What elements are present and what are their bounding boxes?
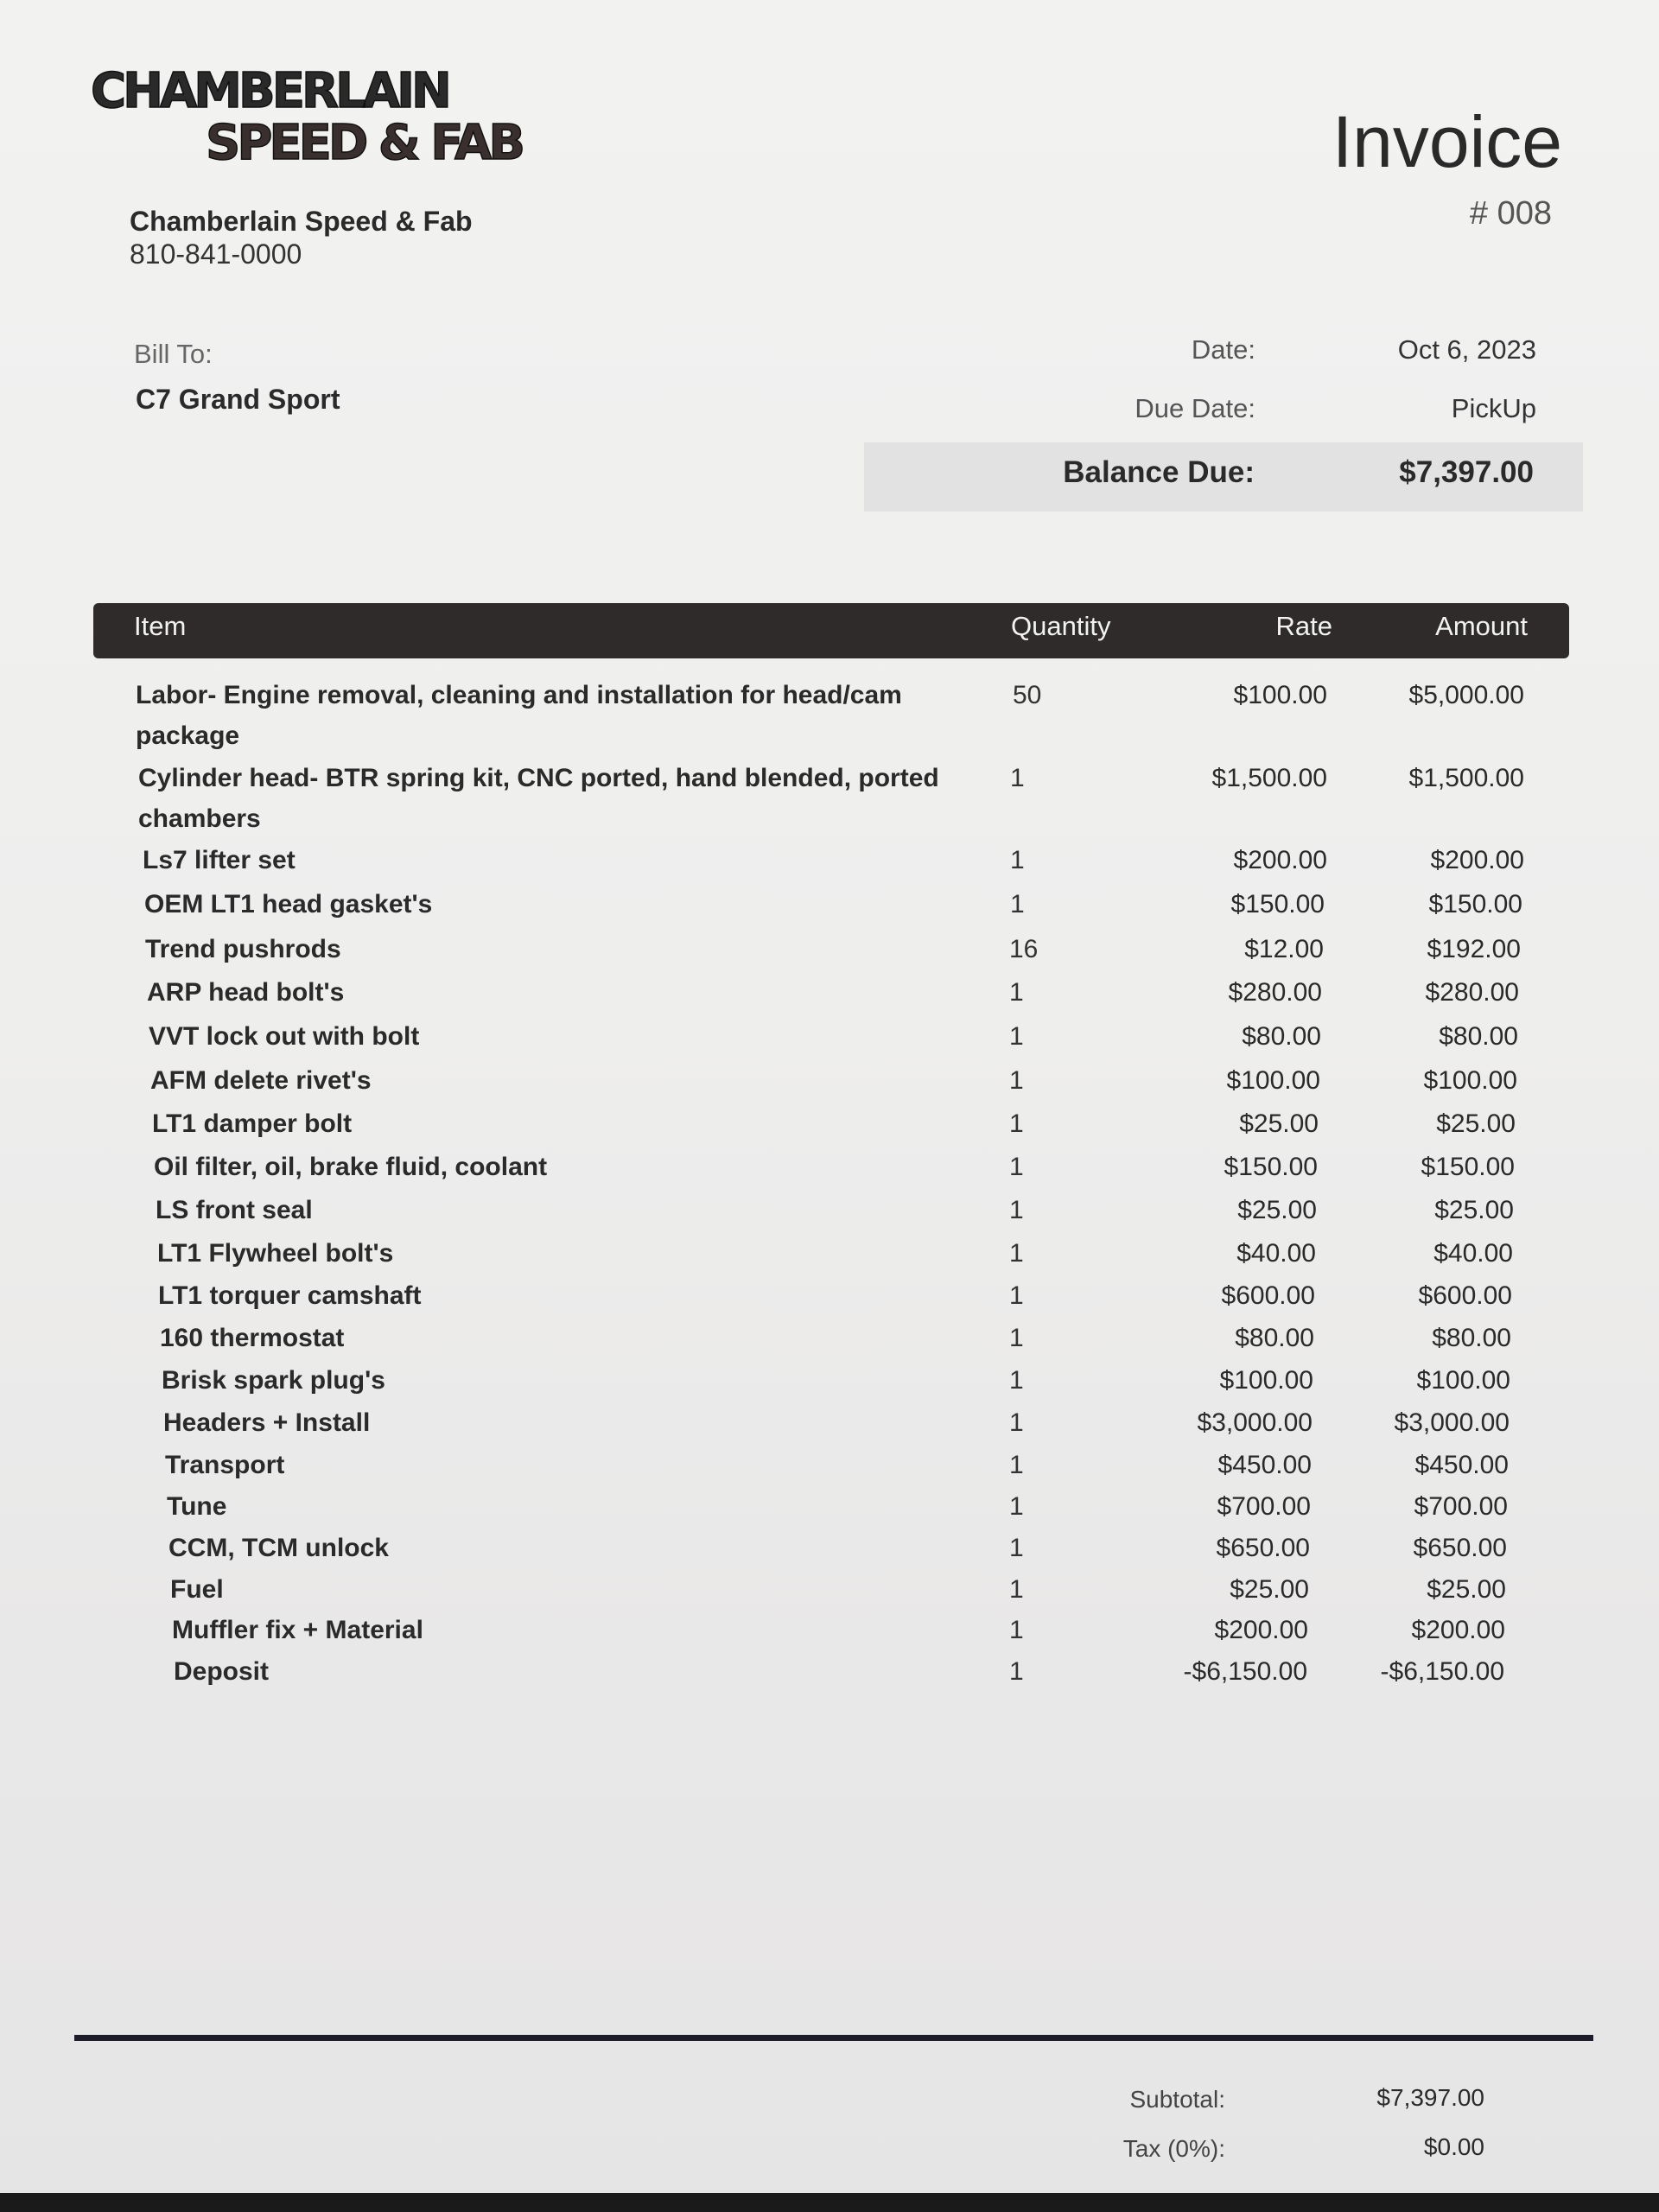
line-item-amount: $700.00 xyxy=(1414,1492,1508,1521)
line-item-rate: $450.00 xyxy=(1217,1451,1312,1479)
line-item-quantity: 50 xyxy=(1013,681,1042,709)
line-item-description: 160 thermostat xyxy=(160,1324,345,1352)
line-item-rate: $25.00 xyxy=(1230,1575,1309,1604)
line-item-quantity: 1 xyxy=(1009,1109,1024,1138)
line-item-quantity: 1 xyxy=(1009,1575,1024,1604)
due-date-value: PickUp xyxy=(1451,393,1536,423)
line-item-rate: $100.00 xyxy=(1219,1366,1313,1395)
line-item-quantity: 1 xyxy=(1009,978,1024,1007)
line-item-amount: $25.00 xyxy=(1434,1196,1514,1224)
balance-due-label: Balance Due: xyxy=(1063,455,1255,489)
line-item-quantity: 1 xyxy=(1009,1022,1024,1051)
line-item-quantity: 1 xyxy=(1009,1451,1024,1479)
line-item-description: Oil filter, oil, brake fluid, coolant xyxy=(154,1153,548,1181)
line-item-quantity: 1 xyxy=(1009,1408,1024,1437)
line-item-description: Ls7 lifter set xyxy=(143,846,296,874)
column-header-item: Item xyxy=(134,611,187,641)
line-item-quantity: 1 xyxy=(1009,1534,1024,1562)
line-item-amount: $650.00 xyxy=(1413,1534,1507,1562)
line-item-description: Deposit xyxy=(174,1657,270,1686)
bill-to-label: Bill To: xyxy=(134,339,213,369)
line-item-rate: $40.00 xyxy=(1236,1239,1316,1268)
line-item-amount: $600.00 xyxy=(1418,1281,1512,1310)
column-header-amount: Amount xyxy=(1435,611,1528,641)
line-item-amount: $5,000.00 xyxy=(1408,681,1524,709)
column-header-rate: Rate xyxy=(1275,611,1332,641)
line-item-amount: $200.00 xyxy=(1411,1616,1505,1644)
line-item-description: LS front seal xyxy=(156,1196,313,1224)
line-item-rate: $3,000.00 xyxy=(1197,1408,1313,1437)
line-item-quantity: 1 xyxy=(1009,1196,1024,1224)
line-item-description: Labor- Engine removal, cleaning and installation for head/cam package xyxy=(136,681,902,750)
line-item-description: LT1 Flywheel bolt's xyxy=(157,1239,394,1268)
line-item-amount: $80.00 xyxy=(1432,1324,1511,1352)
totals-divider xyxy=(74,2035,1593,2041)
line-item-rate: $650.00 xyxy=(1216,1534,1310,1562)
date-value: Oct 6, 2023 xyxy=(1397,334,1536,365)
line-item-description: VVT lock out with bolt xyxy=(149,1022,420,1051)
line-item-amount: $150.00 xyxy=(1428,890,1522,918)
line-item-rate: $150.00 xyxy=(1230,890,1325,918)
line-item-description: OEM LT1 head gasket's xyxy=(144,890,433,918)
line-item-description: ARP head bolt's xyxy=(147,978,345,1007)
line-item-quantity: 1 xyxy=(1009,1153,1024,1181)
line-item-rate: $200.00 xyxy=(1233,846,1327,874)
line-item-quantity: 1 xyxy=(1009,1657,1024,1686)
line-item-amount: $1,500.00 xyxy=(1408,764,1524,792)
line-item-rate: $280.00 xyxy=(1228,978,1322,1007)
line-item-quantity: 16 xyxy=(1009,935,1039,963)
line-item-amount: $280.00 xyxy=(1425,978,1519,1007)
line-item-rate: $1,500.00 xyxy=(1211,764,1327,792)
line-item-amount: $200.00 xyxy=(1430,846,1524,874)
invoice-title: Invoice xyxy=(1332,101,1562,182)
subtotal-label: Subtotal: xyxy=(1129,2086,1225,2113)
line-item-rate: $25.00 xyxy=(1239,1109,1319,1138)
line-item-quantity: 1 xyxy=(1009,1616,1024,1644)
line-item-quantity: 1 xyxy=(1009,1066,1024,1095)
line-item-description: Transport xyxy=(165,1451,285,1479)
line-item-amount: $25.00 xyxy=(1436,1109,1516,1138)
line-item-description: Muffler fix + Material xyxy=(172,1616,423,1644)
line-item-description: Headers + Install xyxy=(163,1408,371,1437)
line-item-description: AFM delete rivet's xyxy=(150,1066,372,1095)
invoice-number: # 008 xyxy=(1469,195,1552,232)
line-item-description: LT1 torquer camshaft xyxy=(158,1281,422,1310)
date-label: Date: xyxy=(1191,334,1255,365)
line-item-amount: $450.00 xyxy=(1414,1451,1509,1479)
line-item-amount: $3,000.00 xyxy=(1394,1408,1510,1437)
screen-bezel xyxy=(0,2193,1659,2212)
line-item-quantity: 1 xyxy=(1010,846,1025,874)
line-item-quantity: 1 xyxy=(1010,890,1025,918)
line-item-rate: -$6,150.00 xyxy=(1183,1657,1307,1686)
line-item-quantity: 1 xyxy=(1009,1281,1024,1310)
tax-value: $0.00 xyxy=(1423,2133,1484,2160)
line-item-amount: $25.00 xyxy=(1427,1575,1506,1604)
line-item-description: Fuel xyxy=(170,1575,224,1604)
balance-due-value: $7,397.00 xyxy=(1399,455,1534,489)
line-item-amount: $40.00 xyxy=(1433,1239,1513,1268)
line-item-amount: $150.00 xyxy=(1421,1153,1515,1181)
line-item-rate: $200.00 xyxy=(1214,1616,1308,1644)
line-item-amount: $100.00 xyxy=(1416,1366,1510,1395)
line-item-amount: $192.00 xyxy=(1427,935,1521,963)
company-name: Chamberlain Speed & Fab xyxy=(130,206,473,237)
company-phone: 810-841-0000 xyxy=(130,238,302,270)
line-item-description: Tune xyxy=(167,1492,227,1521)
line-item-amount: $80.00 xyxy=(1439,1022,1518,1051)
line-item-rate: $80.00 xyxy=(1242,1022,1321,1051)
line-item-quantity: 1 xyxy=(1009,1492,1024,1521)
line-item-quantity: 1 xyxy=(1009,1239,1024,1268)
line-item-quantity: 1 xyxy=(1010,764,1025,792)
column-header-quantity: Quantity xyxy=(1011,611,1111,641)
line-item-rate: $700.00 xyxy=(1217,1492,1311,1521)
line-item-description: Brisk spark plug's xyxy=(162,1366,385,1395)
line-item-rate: $150.00 xyxy=(1224,1153,1318,1181)
line-item-rate: $80.00 xyxy=(1235,1324,1314,1352)
line-item-rate: $100.00 xyxy=(1226,1066,1320,1095)
line-item-amount: $100.00 xyxy=(1423,1066,1517,1095)
line-item-rate: $25.00 xyxy=(1237,1196,1317,1224)
line-item-description: Trend pushrods xyxy=(145,935,341,963)
line-item-quantity: 1 xyxy=(1009,1324,1024,1352)
due-date-label: Due Date: xyxy=(1135,393,1255,423)
line-item-rate: $600.00 xyxy=(1221,1281,1315,1310)
bill-to-name: C7 Grand Sport xyxy=(136,384,340,415)
line-item-quantity: 1 xyxy=(1009,1366,1024,1395)
line-item-amount: -$6,150.00 xyxy=(1380,1657,1504,1686)
line-item-description: Cylinder head- BTR spring kit, CNC ported, hand blended, ported chambers xyxy=(138,764,939,833)
company-logo-line2: SPEED & FAB xyxy=(206,115,523,171)
subtotal-value: $7,397.00 xyxy=(1376,2084,1484,2111)
line-item-description: CCM, TCM unlock xyxy=(168,1534,389,1562)
line-item-rate: $12.00 xyxy=(1244,935,1324,963)
tax-label: Tax (0%): xyxy=(1122,2135,1225,2162)
line-item-description: LT1 damper bolt xyxy=(152,1109,353,1138)
line-item-rate: $100.00 xyxy=(1233,681,1327,709)
company-logo-line1: CHAMBERLAIN xyxy=(91,63,448,119)
